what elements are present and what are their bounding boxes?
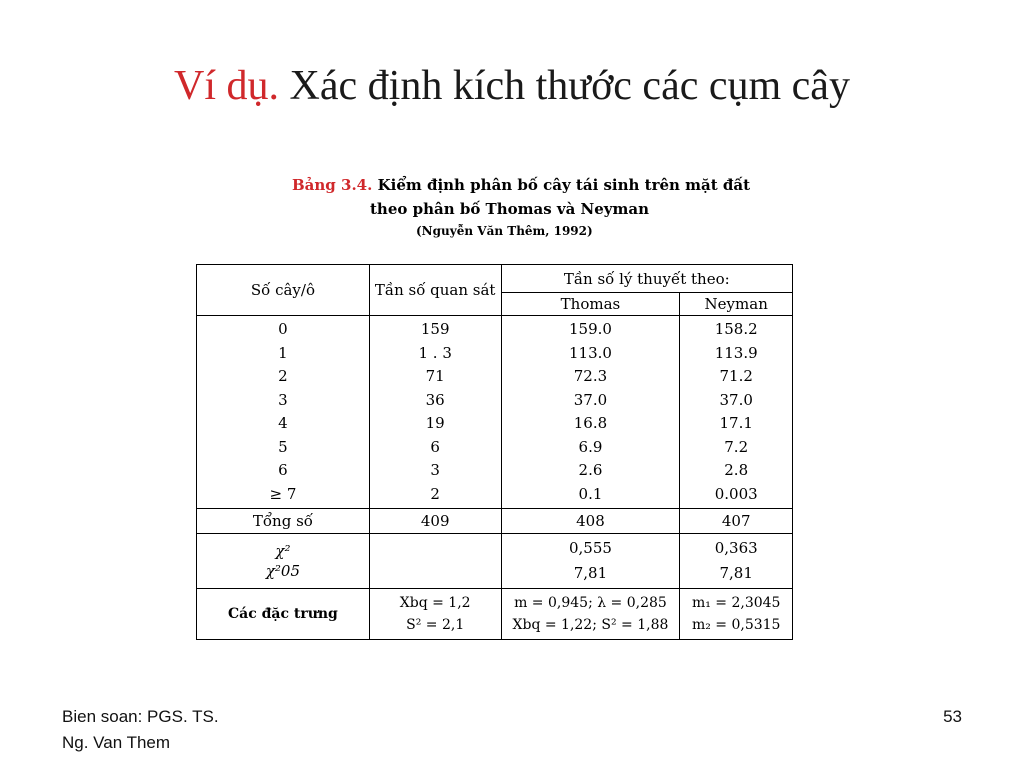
total-label: Tổng số [197,509,370,534]
header-observed-frequency: Tần số quan sát [369,265,501,316]
caption-line-1 [292,173,790,197]
table-cell: 6.9 [578,437,603,456]
title-prefix: Ví dụ. [174,63,280,109]
chi-square-observed-empty [369,534,501,589]
table-cell: 17.1 [719,414,753,432]
features-neyman [680,589,793,640]
table-cell: 36 [425,390,445,409]
table-cell: 6 [430,437,440,456]
features-observed [369,589,501,640]
header-neyman: Neyman [680,293,793,316]
footer-author-line-2: Ng. Van Them [62,733,171,752]
table-cell: 6 [278,461,288,479]
footer-author [62,704,219,756]
chi-square-thomas [501,534,680,589]
title-text: Xác định kích thước các cụm cây [289,63,850,109]
table-cell: 2 [430,484,440,503]
chi-square-neyman-critical: 7,81 [719,564,753,582]
features-neyman-m2: m₂ = 0,5315 [691,617,781,633]
table-cell: 71 [425,367,445,385]
table-cell: 2.8 [724,461,749,479]
table-cell: 3 [278,390,288,409]
table-cell: ≥ 7 [269,484,297,503]
table-cell: 19 [425,414,445,432]
features-thomas-moments: Xbq = 1,22; S² = 1,88 [512,617,669,633]
column-thomas [501,316,680,509]
table-cell: 1 . 3 [418,343,452,362]
chi-square-neyman-value: 0,363 [714,539,758,557]
table-cell: 5 [278,437,288,456]
header-theoretical-frequency: Tần số lý thuyết theo: [501,265,792,293]
distribution-table [196,264,793,640]
total-row [197,509,793,534]
table-cell: 159.0 [568,320,612,338]
header-trees-per-plot: Số cây/ô [197,265,370,316]
table-caption [230,173,790,241]
table-cell: 2 [278,367,288,385]
total-neyman: 407 [680,509,793,534]
column-neyman [680,316,793,509]
table-cell: 0 [278,320,288,338]
page-number: 53 [943,707,962,726]
table-cell: 0.1 [578,484,603,503]
caption-label: Bảng 3.4. [292,176,373,194]
chi-square-row [197,534,793,589]
slide-title [0,58,1024,114]
table-cell: 113.9 [714,343,758,362]
chi-square-label [197,534,370,589]
features-observed-mean: Xbq = 1,2 [399,595,471,611]
header-thomas: Thomas [501,293,680,316]
table-cell: 158.2 [714,320,758,338]
chi-square-thomas-critical: 7,81 [573,564,608,582]
chi-square-label-2: χ²05 [265,562,301,580]
column-observed [369,316,501,509]
features-neyman-m1: m₁ = 2,3045 [691,595,781,611]
table-cell: 0.003 [714,484,758,503]
table-cell: 37.0 [573,390,608,409]
table-cell: 1 [278,343,288,362]
total-thomas: 408 [501,509,680,534]
table-cell: 113.0 [568,343,612,362]
table-cell: 71.2 [719,367,753,385]
table-cell: 159 [420,320,450,338]
chi-square-label-1: χ² [275,542,291,560]
table-cell: 72.3 [573,367,608,385]
table-cell: 37.0 [719,390,753,409]
table-cell: 2.6 [578,461,603,479]
caption-line-2: theo phân bố Thomas và Neyman [370,200,650,218]
features-observed-variance: S² = 2,1 [406,617,465,633]
footer-author-line-1: Bien soan: PGS. TS. [62,707,219,726]
caption-text-1: Kiểm định phân bố cây tái sinh trên mặt đất [377,176,751,194]
table-cell: 4 [278,414,288,432]
features-label: Các đặc trưng [197,589,370,640]
features-thomas [501,589,680,640]
total-observed: 409 [369,509,501,534]
features-row [197,589,793,640]
table-cell: 3 [430,461,440,479]
chi-square-thomas-value: 0,555 [568,539,612,557]
chi-square-neyman [680,534,793,589]
column-trees-per-plot [197,316,370,509]
table-cell: 16.8 [573,414,608,432]
table-cell: 7.2 [724,437,749,456]
features-thomas-params: m = 0,945; λ = 0,285 [514,595,667,611]
caption-source: (Nguyễn Văn Thêm, 1992) [416,224,593,238]
